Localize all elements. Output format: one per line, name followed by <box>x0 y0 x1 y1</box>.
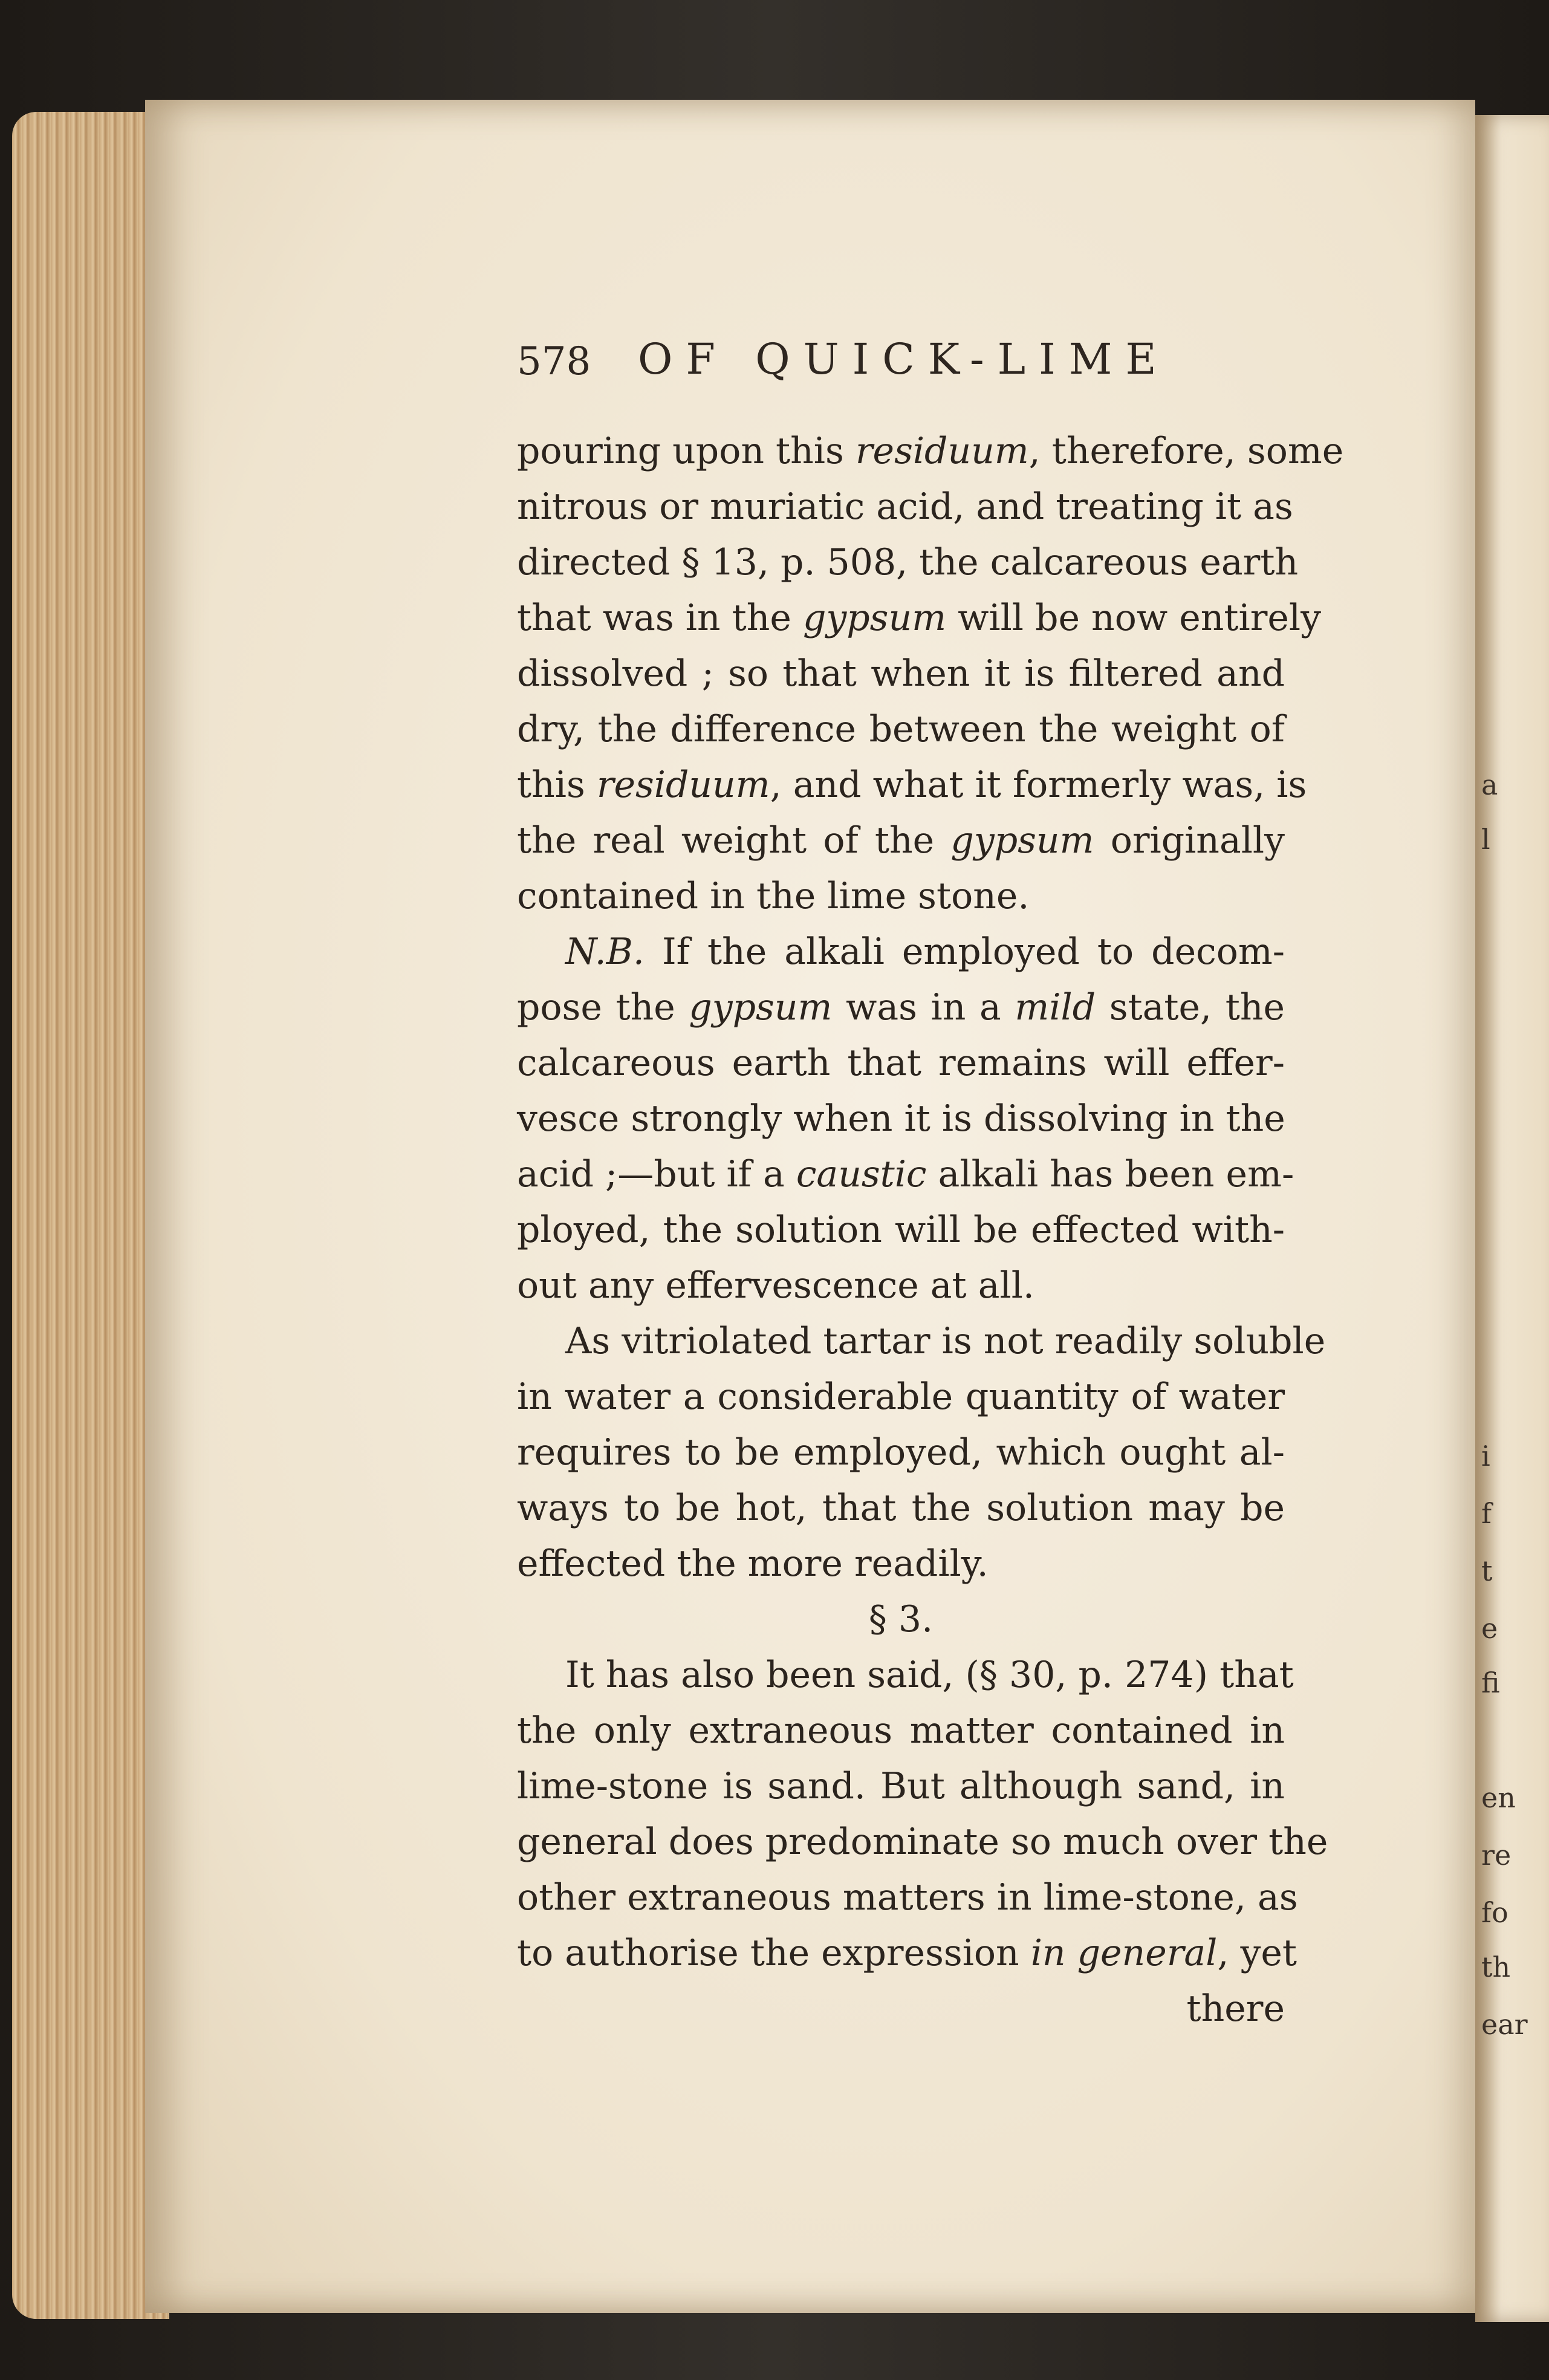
text-line: requires to be employed, which ought al- <box>517 1431 1285 1474</box>
running-title: OF QUICK-LIME <box>638 334 1170 384</box>
facing-fragment: i <box>1481 1440 1490 1472</box>
facing-page-edge <box>1475 115 1549 2322</box>
text-line: the real weight of the gypsum originally <box>517 819 1285 862</box>
text-line: out any effervescence at all. <box>517 1264 1034 1307</box>
facing-fragment: en <box>1481 1781 1516 1814</box>
text-line: directed § 13, p. 508, the calcareous earth <box>517 541 1299 584</box>
page-number: 578 <box>517 339 591 384</box>
text-line: pouring upon this residuum, therefore, some <box>517 430 1344 472</box>
text-line: dissolved ; so that when it is filtered and <box>517 652 1285 695</box>
text-line: N.B. If the alkali employed to decom- <box>565 931 1285 973</box>
facing-fragment: a <box>1481 769 1498 801</box>
facing-fragment: fo <box>1481 1896 1508 1929</box>
text-line: dry, the difference between the weight of <box>517 708 1285 750</box>
text-line: lime-stone is sand. But although sand, in <box>517 1765 1285 1807</box>
text-line: that was in the gypsum will be now entirely <box>517 597 1321 639</box>
text-line: nitrous or muriatic acid, and treating it as <box>517 486 1293 528</box>
section-heading: § 3. <box>868 1598 934 1640</box>
facing-fragment: ear <box>1481 2008 1528 2041</box>
text-line: effected the more readily. <box>517 1543 989 1585</box>
text-line: general does predominate so much over the <box>517 1821 1328 1863</box>
text-line: calcareous earth that remains will effer- <box>517 1042 1285 1084</box>
facing-fragment: l <box>1481 823 1490 856</box>
text-line: contained in the lime stone. <box>517 875 1030 917</box>
text-line: to authorise the expression in general, yet <box>517 1932 1297 1974</box>
facing-fragment: f <box>1481 1497 1492 1530</box>
text-line: in water a considerable quantity of water <box>517 1376 1285 1418</box>
text-line: vesce strongly when it is dissolving in the <box>517 1097 1285 1140</box>
text-line: this residuum, and what it formerly was, is <box>517 764 1307 806</box>
text-line: It has also been said, (§ 30, p. 274) that <box>565 1654 1294 1696</box>
facing-fragment: t <box>1481 1555 1493 1587</box>
text-line: As vitriolated tartar is not readily soluble <box>565 1320 1326 1362</box>
page-header <box>517 330 1200 396</box>
text-line: pose the gypsum was in a mild state, the <box>517 986 1285 1029</box>
facing-fragment: e <box>1481 1612 1498 1645</box>
catchword: there <box>1186 1988 1285 2030</box>
facing-fragment: th <box>1481 1951 1511 1983</box>
text-line: acid ;—but if a caustic alkali has been em- <box>517 1153 1294 1195</box>
text-line: ways to be hot, that the solution may be <box>517 1487 1285 1529</box>
text-line: other extraneous matters in lime-stone, as <box>517 1876 1298 1919</box>
text-line: the only extraneous matter contained in <box>517 1709 1285 1752</box>
text-line: ployed, the solution will be effected with- <box>517 1209 1285 1251</box>
facing-fragment: re <box>1481 1839 1512 1871</box>
facing-fragment: fi <box>1481 1666 1500 1699</box>
